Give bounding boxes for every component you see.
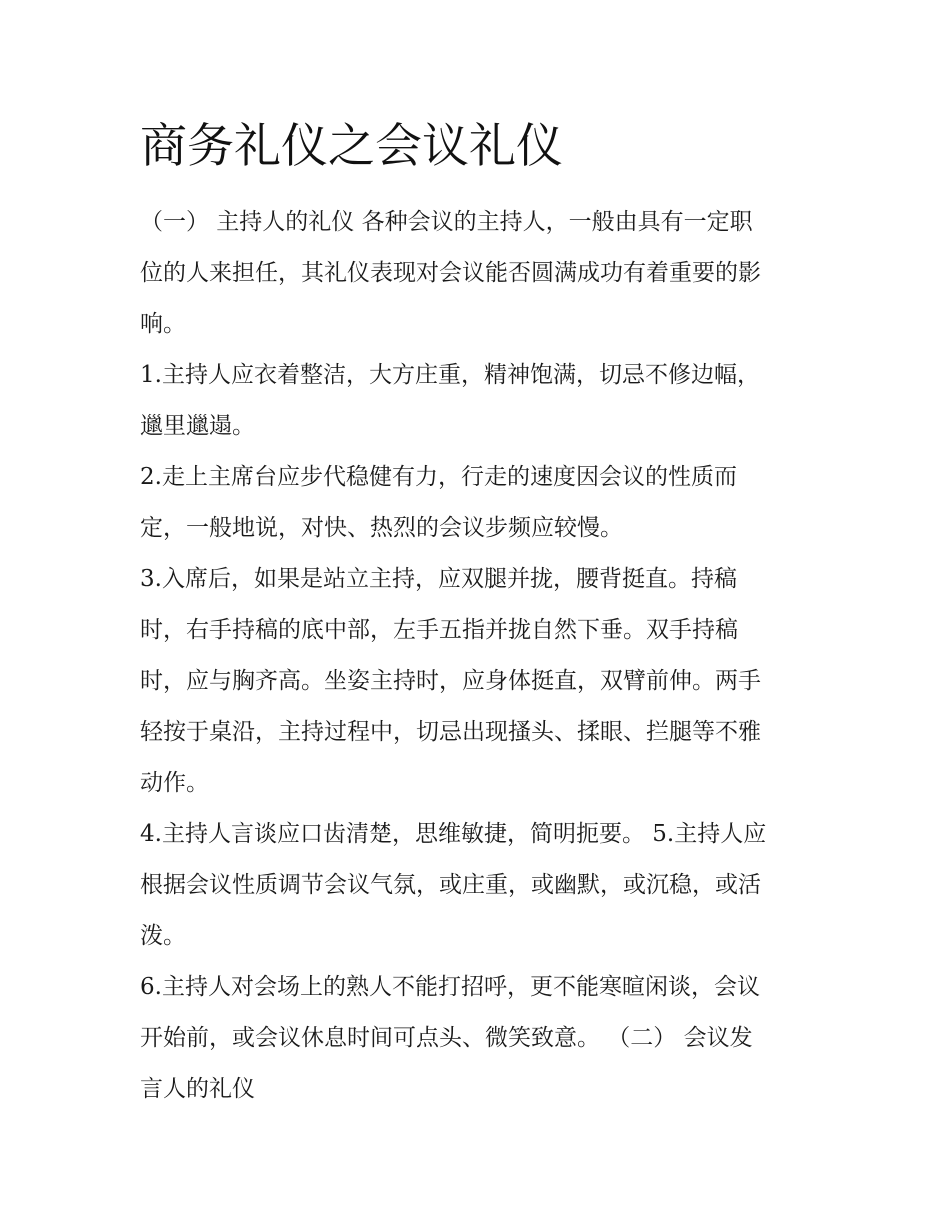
- paragraph-item-2: [140, 452, 814, 554]
- text-line: 4.主持人言谈应口齿清楚，思维敏捷，简明扼要。 5.主持人应: [140, 821, 767, 847]
- text-line: 位的人来担任，其礼仪表现对会议能否圆满成功有着重要的影: [140, 260, 761, 286]
- paragraph-host-intro: [140, 197, 814, 350]
- paragraph-item-4-5: [140, 809, 814, 962]
- text-line: 邋里邋遢。: [140, 413, 255, 439]
- text-line: 时，右手持稿的底中部，左手五指并拢自然下垂。双手持稿: [140, 617, 738, 643]
- paragraph-item-6: [140, 962, 814, 1115]
- text-line: 3.入席后，如果是站立主持，应双腿并拢，腰背挺直。持稿: [140, 566, 737, 592]
- text-line: 轻按于桌沿，主持过程中，切忌出现搔头、揉眼、拦腿等不雅: [140, 719, 761, 745]
- text-line: 根据会议性质调节会议气氛，或庄重，或幽默，或沉稳，或活: [140, 872, 761, 898]
- paragraph-item-1: [140, 350, 814, 452]
- document-title: 商务礼仪之会议礼仪: [140, 119, 563, 174]
- text-line: （一） 主持人的礼仪 各种会议的主持人，一般由具有一定职: [140, 209, 753, 235]
- paragraph-item-3: [140, 554, 814, 809]
- text-line: 开始前，或会议休息时间可点头、微笑致意。 （二） 会议发: [140, 1025, 753, 1051]
- text-line: 6.主持人对会场上的熟人不能打招呼，更不能寒暄闲谈，会议: [140, 974, 760, 1000]
- document-body: [140, 197, 814, 1115]
- text-line: 泼。: [140, 923, 186, 949]
- text-line: 2.走上主席台应步代稳健有力，行走的速度因会议的性质而: [140, 464, 737, 490]
- text-line: 1.主持人应衣着整洁，大方庄重，精神饱满，切忌不修边幅，: [140, 362, 760, 388]
- text-line: 定，一般地说，对快、热烈的会议步频应较慢。: [140, 515, 623, 541]
- text-line: 响。: [140, 311, 186, 337]
- text-line: 言人的礼仪: [140, 1076, 255, 1102]
- text-line: 动作。: [140, 770, 209, 796]
- text-line: 时，应与胸齐高。坐姿主持时，应身体挺直，双臂前伸。两手: [140, 668, 761, 694]
